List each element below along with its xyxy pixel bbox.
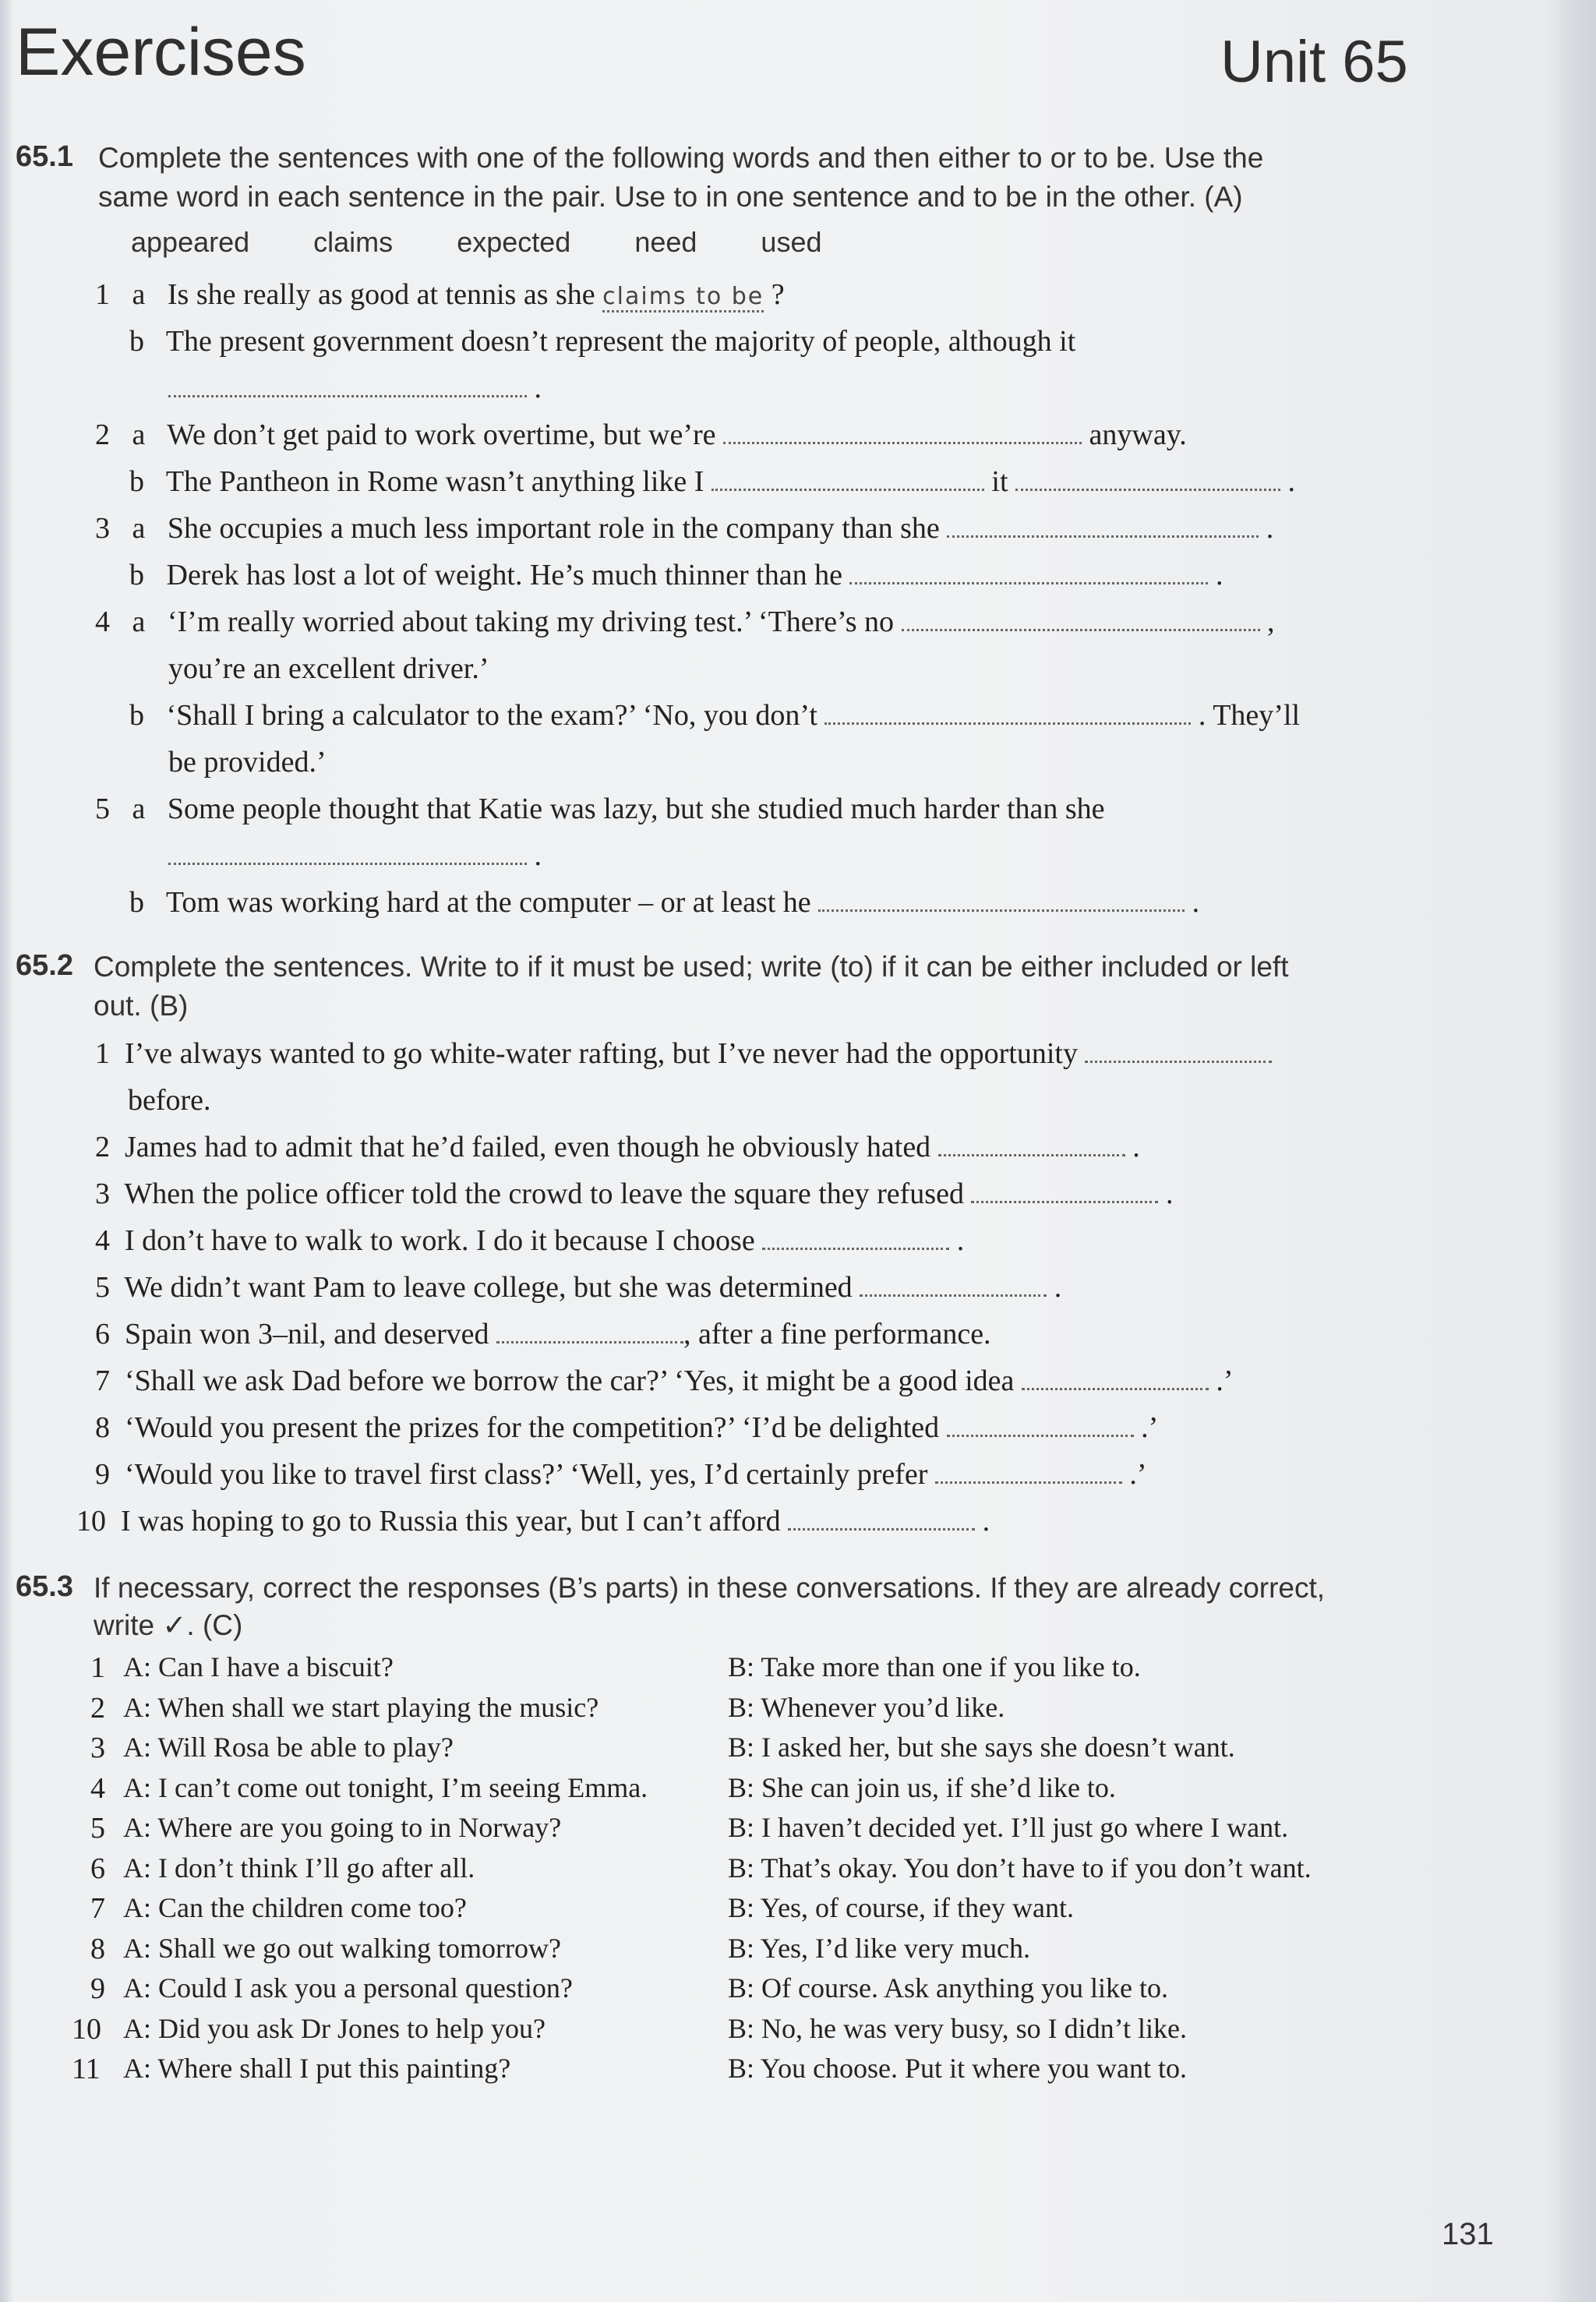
answer-blank[interactable] [860, 1271, 1047, 1297]
answer-blank[interactable] [711, 465, 984, 491]
sentence-text: I’ve always wanted to go white-water rafting, but I’ve never had the opportunity [125, 1037, 1078, 1070]
exercise-line [95, 418, 1187, 452]
exercise-line [95, 1270, 1061, 1305]
sentence-text: ? [771, 278, 785, 311]
item-letter: b [129, 886, 144, 919]
exercise-line [129, 698, 1300, 733]
sentence-text: I was hoping to go to Russia this year, but I can’t afford [121, 1505, 781, 1538]
answer-blank[interactable] [1015, 465, 1280, 491]
exercise-line [95, 1364, 1234, 1398]
sentence-text: I don’t have to walk to work. I do it because I choose [125, 1224, 755, 1257]
sentence-text: , [1267, 606, 1275, 638]
item-number: 6 [95, 1318, 110, 1350]
item-number: 5 [95, 793, 110, 825]
sentence-text: . They’ll [1198, 699, 1301, 732]
item-number: 2 [95, 418, 110, 451]
exercise-line [95, 1411, 1158, 1445]
speaker-b-response: B: Yes, I’d like very much. [728, 1933, 1030, 1964]
sentence-text: . [1192, 886, 1200, 919]
item-letter: b [129, 559, 144, 591]
sentence-text: . [1215, 559, 1223, 591]
exercise-line [95, 1317, 991, 1351]
exercise-65-1-instruction-line-1: Complete the sentences with one of the following words and then either to or to be. Use the [98, 142, 1264, 174]
conversation-item-number: 2 [90, 1692, 105, 1725]
unit-label: Unit 65 [1220, 29, 1408, 95]
conversation-item-number: 8 [90, 1933, 105, 1965]
sentence-text: . [1266, 512, 1274, 545]
word-item: appeared [131, 226, 250, 258]
sentence-text: you’re an excellent driver.’ [168, 652, 489, 685]
sentence-text: ‘Would you like to travel first class?’ ‘Well, yes, I’d certainly prefer [125, 1458, 928, 1491]
exercise-line [95, 1177, 1173, 1211]
exercise-line [95, 1036, 1272, 1071]
sentence-text: . [534, 372, 542, 404]
exercise-line [95, 1457, 1147, 1492]
sentence-text: Spain won 3–nil, and deserved [125, 1318, 489, 1350]
answer-blank[interactable] [849, 559, 1208, 584]
item-number: 5 [95, 1271, 110, 1304]
sentence-text: The present government doesn’t represent the majority of people, although it [165, 325, 1076, 358]
speaker-a-line: A: Can the children come too? [123, 1892, 467, 1923]
speaker-b-response: B: I asked her, but she says she doesn’t want. [728, 1732, 1235, 1763]
item-letter: b [129, 465, 144, 498]
sentence-text: .’ [1141, 1411, 1159, 1444]
sentence-text: The Pantheon in Rome wasn’t anything like I [165, 465, 704, 498]
item-number: 10 [76, 1505, 106, 1538]
item-number: 1 [95, 1037, 110, 1070]
sentence-text: it [991, 465, 1008, 498]
sentence-text: . [956, 1224, 965, 1257]
item-letter: a [132, 606, 146, 638]
answer-blank[interactable] [971, 1177, 1158, 1203]
exercise-line [95, 511, 1273, 545]
exercise-line [168, 371, 542, 405]
answer-blank[interactable] [762, 1224, 949, 1250]
word-item: need [634, 226, 697, 258]
exercise-65-2-number: 65.2 [16, 949, 73, 982]
answer-blank[interactable] [168, 839, 527, 865]
item-letter: a [132, 793, 146, 825]
exercise-line [168, 651, 489, 686]
sentence-text: be provided.’ [168, 746, 327, 779]
conversation-item-number: 1 [90, 1651, 105, 1684]
answer-blank[interactable] [824, 699, 1191, 725]
exercise-line [95, 792, 1105, 826]
sentence-text: Is she really as good at tennis as she [167, 278, 595, 311]
exercise-65-2-instruction-line-2: out. (B) [94, 990, 189, 1022]
sentence-text: . [534, 839, 542, 872]
speaker-b-response: B: Take more than one if you like to. [728, 1651, 1141, 1682]
conversation-item-number: 6 [90, 1852, 105, 1885]
answer-blank[interactable] [818, 886, 1185, 912]
item-number: 2 [95, 1131, 110, 1163]
page-number: 131 [1442, 2217, 1494, 2251]
answer-blank[interactable] [496, 1318, 683, 1343]
exercise-line [129, 324, 1075, 358]
item-number: 4 [95, 1224, 110, 1257]
item-number: 3 [95, 1177, 110, 1210]
exercise-line [129, 464, 1295, 499]
exercise-65-1-instruction-line-2: same word in each sentence in the pair. Use to in one sentence and to be in the other. (A) [98, 181, 1243, 213]
answer-blank[interactable] [902, 606, 1260, 631]
sentence-text: . [1054, 1271, 1062, 1304]
answer-blank[interactable] [1022, 1365, 1209, 1390]
sentence-text: ‘Shall we ask Dad before we borrow the car?’ ‘Yes, it might be a good idea [125, 1365, 1015, 1397]
exercise-65-2-instruction-line-1: Complete the sentences. Write to if it must be used; write (to) if it can be either included or left [94, 951, 1289, 983]
exercise-line [95, 1223, 964, 1258]
item-number: 8 [95, 1411, 110, 1444]
speaker-b-response: B: That’s okay. You don’t have to if you don’t want. [728, 1852, 1312, 1884]
answer-blank[interactable] [723, 418, 1082, 444]
exercise-line [128, 1083, 211, 1117]
answer-blank[interactable] [947, 512, 1259, 538]
sentence-text: . [1287, 465, 1296, 498]
item-number: 7 [95, 1365, 110, 1397]
answer-blank[interactable] [168, 372, 527, 397]
conversation-item-number: 10 [72, 2013, 101, 2046]
answer-blank[interactable] [935, 1458, 1122, 1484]
item-number: 4 [95, 606, 110, 638]
sentence-text: anyway. [1089, 418, 1187, 451]
speaker-b-response: B: No, he was very busy, so I didn’t like. [728, 2013, 1187, 2044]
conversation-item-number: 7 [90, 1892, 105, 1925]
sentence-text: Tom was working hard at the computer – or at least he [165, 886, 811, 919]
exercise-65-3-number: 65.3 [16, 1570, 73, 1603]
speaker-a-line: A: I can’t come out tonight, I’m seeing Emma. [123, 1772, 648, 1803]
word-item: expected [457, 226, 571, 258]
exercise-65-3-instruction-line-1: If necessary, correct the responses (B’s parts) in these conversations. If they are already correct, [94, 1572, 1326, 1604]
exercise-line [95, 1130, 1140, 1164]
exercise-line [95, 277, 785, 312]
sentence-text: ‘I’m really worried about taking my driving test.’ ‘There’s no [167, 606, 895, 638]
exercise-line [129, 558, 1223, 592]
answer-blank[interactable] [938, 1131, 1125, 1156]
speaker-b-response: B: I haven’t decided yet. I’ll just go where I want. [728, 1812, 1289, 1843]
answer-blank[interactable] [788, 1505, 975, 1531]
item-number: 3 [95, 512, 110, 545]
word-item: used [761, 226, 822, 258]
sentence-text: We don’t get paid to work overtime, but we’re [167, 418, 716, 451]
exercise-line [76, 1504, 990, 1538]
speaker-b-response: B: Of course. Ask anything you like to. [728, 1972, 1168, 2004]
handwritten-answer: claims to be [602, 283, 764, 312]
speaker-b-response: B: She can join us, if she’d like to. [728, 1772, 1116, 1803]
speaker-a-line: A: Could I ask you a personal question? [123, 1972, 573, 2004]
sentence-text: When the police officer told the crowd to leave the square they refused [124, 1177, 964, 1210]
answer-blank[interactable] [1085, 1037, 1272, 1063]
sentence-text: . [982, 1505, 990, 1538]
sentence-text: ‘Shall I bring a calculator to the exam?’ ‘No, you don’t [166, 699, 817, 732]
speaker-b-response: B: You choose. Put it where you want to. [728, 2053, 1187, 2084]
sentence-text: She occupies a much less important role in the company than she [167, 512, 940, 545]
speaker-a-line: A: Will Rosa be able to play? [123, 1732, 454, 1763]
sentence-text: , after a fine performance. [683, 1318, 991, 1350]
sentence-text: Some people thought that Katie was lazy, but she studied much harder than she [167, 793, 1105, 825]
sentence-text: Derek has lost a lot of weight. He’s much thinner than he [166, 559, 842, 591]
exercise-line [168, 745, 327, 779]
item-letter: b [129, 325, 144, 358]
item-letter: b [129, 699, 144, 732]
answer-blank[interactable] [947, 1411, 1134, 1437]
page-edge-shadow [1549, 0, 1596, 2302]
sentence-text: We didn’t want Pam to leave college, but she was determined [124, 1271, 853, 1304]
sentence-text: . [1132, 1131, 1140, 1163]
word-list [131, 226, 878, 259]
exercise-65-1-number: 65.1 [16, 140, 73, 173]
item-letter: a [132, 512, 146, 545]
exercise-65-3-instruction-line-2: write ✓. (C) [94, 1609, 243, 1641]
speaker-a-line: A: Where are you going to in Norway? [123, 1812, 562, 1843]
speaker-a-line: A: Where shall I put this painting? [123, 2053, 511, 2084]
sentence-text: . [1165, 1177, 1174, 1210]
speaker-a-line: A: I don’t think I’ll go after all. [123, 1852, 475, 1884]
speaker-a-line: A: Can I have a biscuit? [123, 1651, 394, 1682]
item-letter: a [132, 278, 146, 311]
sentence-text: .’ [1129, 1458, 1147, 1491]
sentence-text: James had to admit that he’d failed, even though he obviously hated [125, 1131, 931, 1163]
item-number: 1 [95, 278, 110, 311]
conversation-item-number: 5 [90, 1812, 105, 1845]
conversation-item-number: 3 [90, 1732, 105, 1764]
sentence-text: ‘Would you present the prizes for the competition?’ ‘I’d be delighted [125, 1411, 940, 1444]
word-item: claims [313, 226, 394, 258]
conversation-item-number: 9 [90, 1972, 105, 2005]
item-letter: a [132, 418, 146, 451]
conversation-item-number: 4 [90, 1772, 105, 1805]
sentence-text: .’ [1216, 1365, 1234, 1397]
speaker-a-line: A: Did you ask Dr Jones to help you? [123, 2013, 546, 2044]
sentence-text: before. [128, 1084, 211, 1117]
item-number: 9 [95, 1458, 110, 1491]
exercise-line [95, 605, 1275, 639]
exercise-line [168, 839, 542, 873]
page-title: Exercises [16, 15, 306, 90]
speaker-b-response: B: Yes, of course, if they want. [728, 1892, 1074, 1923]
speaker-a-line: A: Shall we go out walking tomorrow? [123, 1933, 561, 1964]
speaker-b-response: B: Whenever you’d like. [728, 1692, 1005, 1723]
conversation-item-number: 11 [72, 2053, 101, 2085]
exercise-line [129, 885, 1199, 920]
speaker-a-line: A: When shall we start playing the music? [123, 1692, 599, 1723]
